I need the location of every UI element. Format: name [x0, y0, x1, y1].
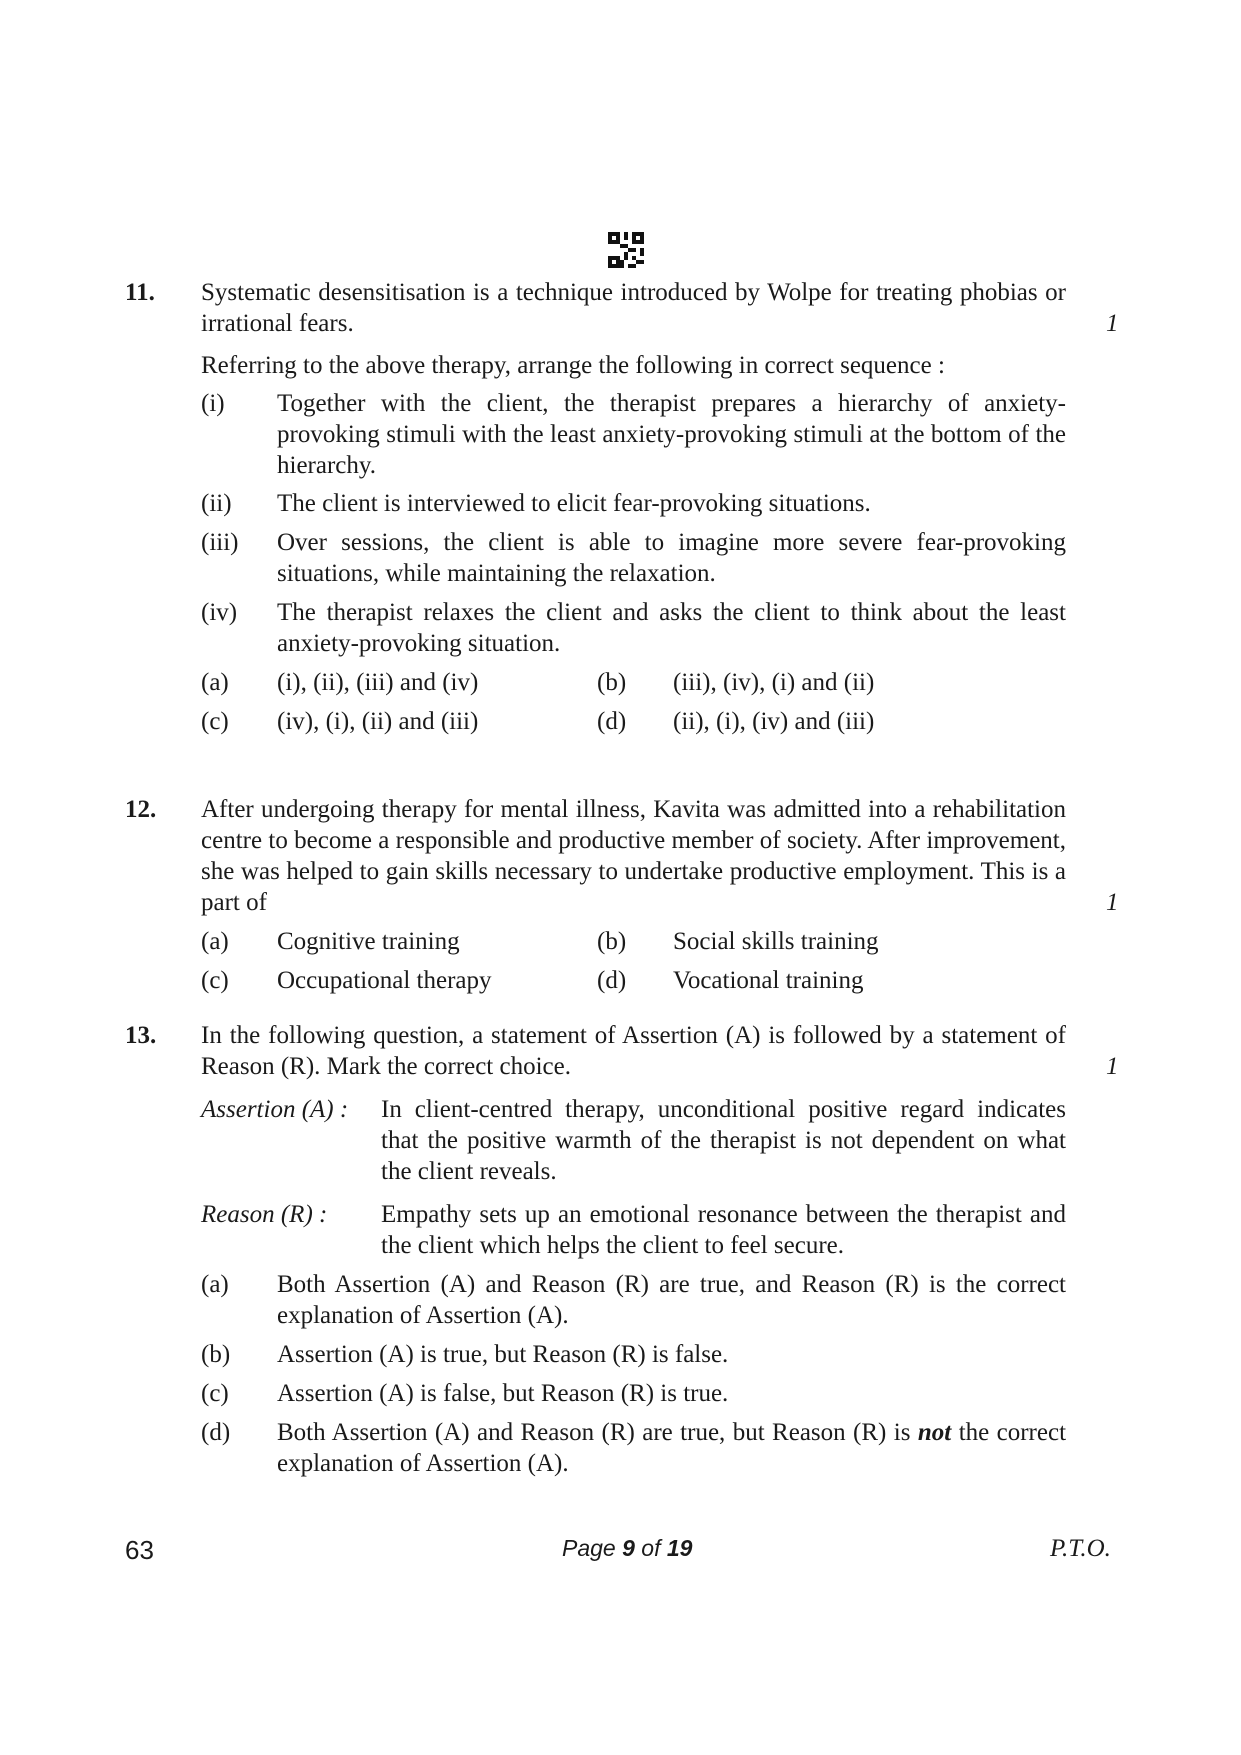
option-label: (c) — [201, 967, 229, 994]
question-body — [201, 794, 1066, 996]
question-body — [201, 1020, 1066, 1479]
option-label: (a) — [201, 669, 229, 696]
assertion-text: In client-centred therapy, unconditional positive regard indicates that the positive warmth of the therapist is not dependent on what the client reveals. — [381, 1096, 1066, 1185]
item-label: (ii) — [201, 490, 232, 517]
option-text-after: the correct explanation of Assertion (A). — [277, 1419, 1067, 1477]
item-label: (iii) — [201, 529, 239, 556]
sequence-item — [201, 488, 1066, 519]
option-text: Vocational training — [673, 967, 864, 994]
option-row — [201, 706, 1066, 737]
assertion-label: Assertion (A) : — [201, 1096, 349, 1123]
please-turn-over: P.T.O. — [1050, 1535, 1111, 1562]
sequence-item — [201, 597, 1066, 659]
item-label: (i) — [201, 390, 225, 417]
option-label: (a) — [201, 1271, 229, 1298]
question-stem: Systematic desensitisation is a technique introduced by Wolpe for treating phobias or irrational fears. — [201, 279, 1066, 337]
answer-option — [201, 1378, 1066, 1409]
page-current: 9 — [622, 1535, 635, 1561]
question-stem: In the following question, a statement of Assertion (A) is followed by a statement of Reason (R). Mark the correct choice. — [201, 1022, 1066, 1080]
option-text: Cognitive training — [277, 928, 460, 955]
question-number: 11. — [125, 279, 155, 306]
paper-code: 63 — [125, 1535, 154, 1565]
answer-option — [201, 1339, 1066, 1370]
sequence-item — [201, 388, 1066, 481]
question-body — [201, 277, 1066, 737]
qr-code-icon — [608, 232, 644, 268]
item-text: Together with the client, the therapist prepares a hierarchy of anxiety-provoking stimuli with the least anxiety-provoking stimuli at the bottom of the hierarchy. — [277, 390, 1066, 479]
reason-label: Reason (R) : — [201, 1201, 328, 1228]
option-label: (c) — [201, 708, 229, 735]
option-label: (b) — [597, 669, 627, 696]
item-text: The therapist relaxes the client and asks the client to think about the least anxiety-provoking situation. — [277, 599, 1066, 657]
option-label: (d) — [597, 708, 627, 735]
emphasis-not: not — [917, 1419, 952, 1446]
option-text: Occupational therapy — [277, 967, 492, 994]
reason-text: Empathy sets up an emotional resonance between the therapist and the client which helps the client to feel secure. — [381, 1201, 1066, 1259]
option-text: (iii), (iv), (i) and (ii) — [673, 669, 875, 696]
page-total: 19 — [666, 1535, 693, 1561]
option-text: Assertion (A) is false, but Reason (R) is true. — [277, 1380, 729, 1407]
assertion-block — [201, 1094, 1066, 1187]
question-marks: 1 — [1106, 310, 1119, 337]
page-prefix: Page — [562, 1535, 616, 1561]
option-row — [201, 926, 1066, 957]
reason-block — [201, 1199, 1066, 1261]
option-label: (d) — [597, 967, 627, 994]
answer-option — [201, 1417, 1066, 1479]
page-of: of — [641, 1535, 661, 1561]
option-text — [277, 1417, 1066, 1479]
option-label: (d) — [201, 1419, 231, 1446]
question-number: 12. — [125, 796, 157, 823]
question-12 — [125, 794, 1119, 994]
option-label: (b) — [597, 928, 627, 955]
option-text: Social skills training — [673, 928, 879, 955]
option-label: (a) — [201, 928, 229, 955]
option-text-before: Both Assertion (A) and Reason (R) are true, but Reason (R) is — [277, 1419, 911, 1446]
option-text: (ii), (i), (iv) and (iii) — [673, 708, 875, 735]
option-row — [201, 965, 1066, 996]
sequence-item — [201, 527, 1066, 589]
option-text: Both Assertion (A) and Reason (R) are true, and Reason (R) is the correct explanation of Assertion (A). — [277, 1271, 1066, 1329]
option-row — [201, 667, 1066, 698]
option-text: (i), (ii), (iii) and (iv) — [277, 669, 479, 696]
question-marks: 1 — [1106, 1053, 1119, 1080]
question-13 — [125, 1020, 1119, 1510]
option-text: (iv), (i), (ii) and (iii) — [277, 708, 479, 735]
question-instruction: Referring to the above therapy, arrange the following in correct sequence : — [201, 352, 945, 379]
option-label: (b) — [201, 1341, 231, 1368]
question-11 — [125, 277, 1119, 767]
page-number — [562, 1535, 692, 1562]
question-marks: 1 — [1106, 889, 1119, 916]
question-number: 13. — [125, 1022, 157, 1049]
option-text: Assertion (A) is true, but Reason (R) is false. — [277, 1341, 729, 1368]
item-text: Over sessions, the client is able to imagine more severe fear-provoking situations, while maintaining the relaxation. — [277, 529, 1066, 587]
item-text: The client is interviewed to elicit fear-provoking situations. — [277, 490, 871, 517]
option-label: (c) — [201, 1380, 229, 1407]
question-stem: After undergoing therapy for mental illness, Kavita was admitted into a rehabilitation centre to become a responsible and productive member of society. After improvement, she was helped to gain skills necessary to undertake productive employment. This is a part of — [201, 796, 1066, 916]
item-label: (iv) — [201, 599, 238, 626]
answer-option — [201, 1269, 1066, 1331]
